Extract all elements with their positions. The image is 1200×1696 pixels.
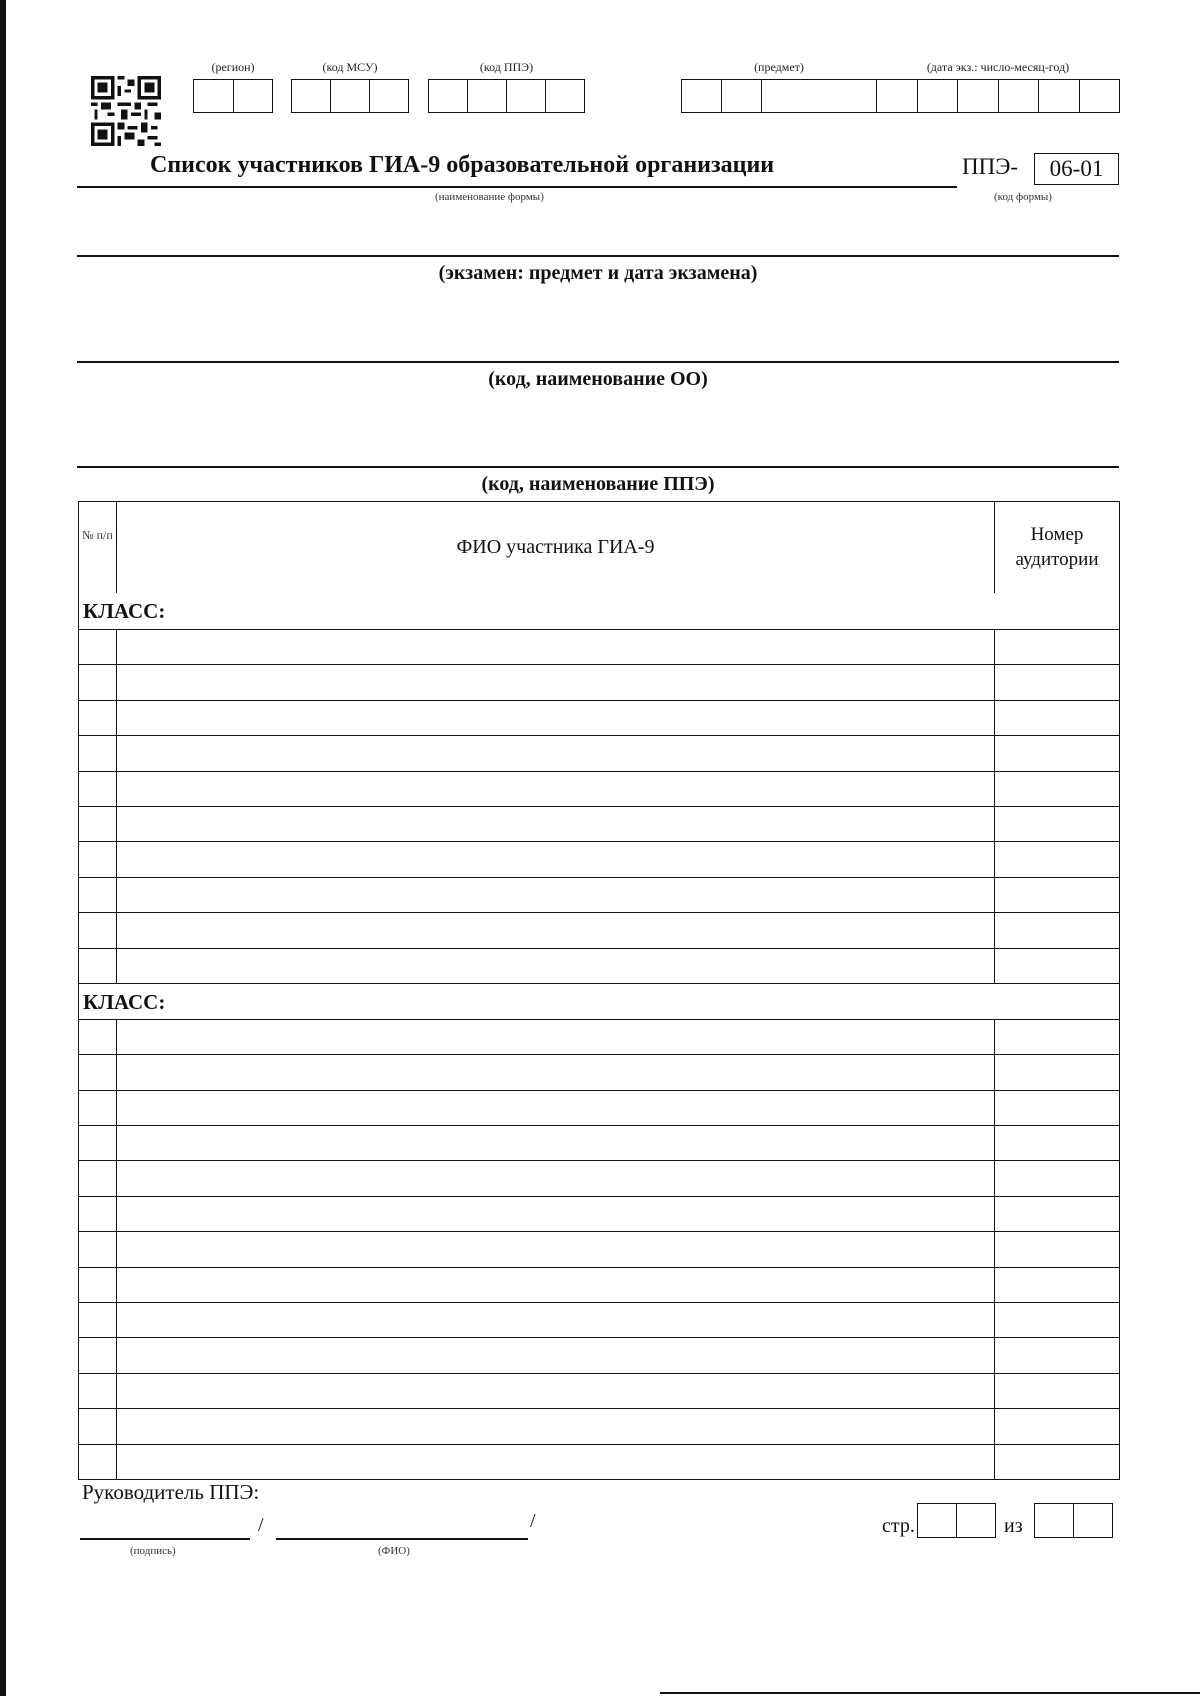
table-row	[79, 948, 1119, 983]
room-cell[interactable]	[995, 842, 1119, 876]
table-row	[79, 1125, 1119, 1160]
col-room-header: Номер аудитории	[1015, 524, 1099, 570]
table-row	[79, 771, 1119, 806]
room-cell[interactable]	[995, 701, 1119, 735]
room-cell[interactable]	[995, 1126, 1119, 1160]
table-row	[79, 806, 1119, 841]
number-cell[interactable]	[79, 1445, 117, 1479]
page-total-box[interactable]	[1034, 1503, 1113, 1538]
msu-code-field[interactable]	[291, 79, 409, 113]
qr-code	[90, 76, 162, 146]
form-code-prefix: ППЭ-	[962, 154, 1019, 179]
fio-cell[interactable]	[117, 1161, 995, 1195]
table-row	[79, 1373, 1119, 1408]
number-cell[interactable]	[79, 807, 117, 841]
number-cell[interactable]	[79, 1374, 117, 1408]
form-name-caption: (наименование формы)	[435, 191, 544, 203]
room-cell[interactable]	[995, 807, 1119, 841]
number-cell[interactable]	[79, 1232, 117, 1266]
title-underline	[77, 186, 957, 188]
number-cell[interactable]	[79, 913, 117, 947]
room-cell[interactable]	[995, 1232, 1119, 1266]
room-cell[interactable]	[995, 913, 1119, 947]
table-row	[79, 1090, 1119, 1125]
signature-line[interactable]	[80, 1538, 250, 1540]
table-row	[79, 1019, 1119, 1054]
table-row	[79, 841, 1119, 876]
signature-caption: (подпись)	[130, 1545, 176, 1557]
table-row	[79, 877, 1119, 912]
oo-line[interactable]	[77, 361, 1119, 363]
table-row	[79, 1160, 1119, 1195]
col-fio-header: ФИО участника ГИА-9	[117, 502, 995, 593]
participants-table	[78, 501, 1120, 1480]
fio-caption: (ФИО)	[378, 1545, 410, 1557]
fio-cell[interactable]	[117, 807, 995, 841]
fio-cell[interactable]	[117, 736, 995, 770]
table-row	[79, 700, 1119, 735]
class-row: КЛАСС:	[79, 983, 1119, 1019]
room-cell[interactable]	[995, 1055, 1119, 1089]
fio-cell[interactable]	[117, 913, 995, 947]
fio-cell[interactable]	[117, 630, 995, 664]
exam-date-label: (дата экз.: число-месяц-год)	[926, 60, 1070, 74]
room-cell[interactable]	[995, 772, 1119, 806]
fio-line[interactable]	[276, 1538, 528, 1540]
fio-cell[interactable]	[117, 1409, 995, 1443]
scan-edge-bar	[0, 0, 6, 1696]
room-cell[interactable]	[995, 878, 1119, 912]
room-cell[interactable]	[995, 1374, 1119, 1408]
room-cell[interactable]	[995, 1445, 1119, 1479]
room-cell[interactable]	[995, 1268, 1119, 1302]
page-number-box[interactable]	[917, 1503, 996, 1538]
form-title: Список участников ГИА-9 образовательной организации	[150, 152, 775, 178]
table-row	[79, 1267, 1119, 1302]
number-cell[interactable]	[79, 842, 117, 876]
of-label: из	[1004, 1515, 1023, 1537]
ppe-line[interactable]	[77, 466, 1119, 468]
fio-cell[interactable]	[117, 701, 995, 735]
number-cell[interactable]	[79, 1409, 117, 1443]
room-cell[interactable]	[995, 630, 1119, 664]
fio-cell[interactable]	[117, 1020, 995, 1054]
msu-code-label: (код МСУ)	[322, 60, 378, 74]
fio-cell[interactable]	[117, 1338, 995, 1372]
room-cell[interactable]	[995, 1303, 1119, 1337]
ppe-code-field[interactable]	[428, 79, 585, 113]
number-cell[interactable]	[79, 1020, 117, 1054]
number-cell[interactable]	[79, 665, 117, 699]
fio-cell[interactable]	[117, 1303, 995, 1337]
room-cell[interactable]	[995, 1091, 1119, 1125]
bottom-edge-line	[660, 1692, 1200, 1694]
number-cell[interactable]	[79, 1338, 117, 1372]
exam-caption: (экзамен: предмет и дата экзамена)	[438, 262, 758, 284]
table-row	[79, 1302, 1119, 1337]
room-cell[interactable]	[995, 949, 1119, 983]
room-cell[interactable]	[995, 736, 1119, 770]
subject-field[interactable]	[681, 79, 877, 113]
number-cell[interactable]	[79, 772, 117, 806]
table-row	[79, 912, 1119, 947]
room-cell[interactable]	[995, 1409, 1119, 1443]
separator-1: /	[258, 1514, 264, 1536]
table-row	[79, 629, 1119, 664]
fio-cell[interactable]	[117, 1232, 995, 1266]
form-code-caption: (код формы)	[994, 191, 1052, 203]
class-row: КЛАСС:	[83, 599, 166, 623]
number-cell[interactable]	[79, 1161, 117, 1195]
fio-cell[interactable]	[117, 878, 995, 912]
room-cell[interactable]	[995, 665, 1119, 699]
page-label: стр.	[882, 1515, 915, 1537]
fio-cell[interactable]	[117, 1197, 995, 1231]
exam-line[interactable]	[77, 255, 1119, 257]
fio-cell[interactable]	[117, 842, 995, 876]
separator-2: /	[530, 1510, 536, 1532]
fio-cell[interactable]	[117, 1445, 995, 1479]
number-cell[interactable]	[79, 701, 117, 735]
form-code-box: 06-01	[1034, 153, 1119, 185]
exam-date-field[interactable]	[876, 79, 1120, 113]
room-cell[interactable]	[995, 1161, 1119, 1195]
room-cell[interactable]	[995, 1338, 1119, 1372]
number-cell[interactable]	[79, 630, 117, 664]
table-row	[79, 735, 1119, 770]
table-row	[79, 1408, 1119, 1443]
table-row	[79, 1444, 1119, 1479]
table-row	[79, 1337, 1119, 1372]
number-cell[interactable]	[79, 1126, 117, 1160]
fio-cell[interactable]	[117, 1374, 995, 1408]
fio-cell[interactable]	[117, 1268, 995, 1302]
ppe-head-label: Руководитель ППЭ:	[82, 1480, 260, 1504]
number-cell[interactable]	[79, 1303, 117, 1337]
number-cell[interactable]	[79, 1197, 117, 1231]
table-row	[79, 1231, 1119, 1266]
room-cell[interactable]	[995, 1020, 1119, 1054]
oo-caption: (код, наименование ОО)	[488, 368, 708, 390]
number-cell[interactable]	[79, 878, 117, 912]
region-field[interactable]	[193, 79, 273, 113]
fio-cell[interactable]	[117, 1055, 995, 1089]
ppe-caption: (код, наименование ППЭ)	[481, 473, 715, 495]
region-label: (регион)	[211, 60, 255, 74]
number-cell[interactable]	[79, 1055, 117, 1089]
table-header	[79, 502, 1119, 593]
fio-cell[interactable]	[117, 1091, 995, 1125]
table-row	[79, 1054, 1119, 1089]
fio-cell[interactable]	[117, 772, 995, 806]
number-cell[interactable]	[79, 1268, 117, 1302]
subject-label: (предмет)	[754, 60, 804, 74]
room-cell[interactable]	[995, 1197, 1119, 1231]
col-number-header: № п/п	[79, 502, 117, 593]
fio-cell[interactable]	[117, 949, 995, 983]
ppe-code-label: (код ППЭ)	[479, 60, 534, 74]
table-row	[79, 1196, 1119, 1231]
fio-cell[interactable]	[117, 665, 995, 699]
number-cell[interactable]	[79, 949, 117, 983]
table-row	[79, 664, 1119, 699]
number-cell[interactable]	[79, 736, 117, 770]
number-cell[interactable]	[79, 1091, 117, 1125]
fio-cell[interactable]	[117, 1126, 995, 1160]
